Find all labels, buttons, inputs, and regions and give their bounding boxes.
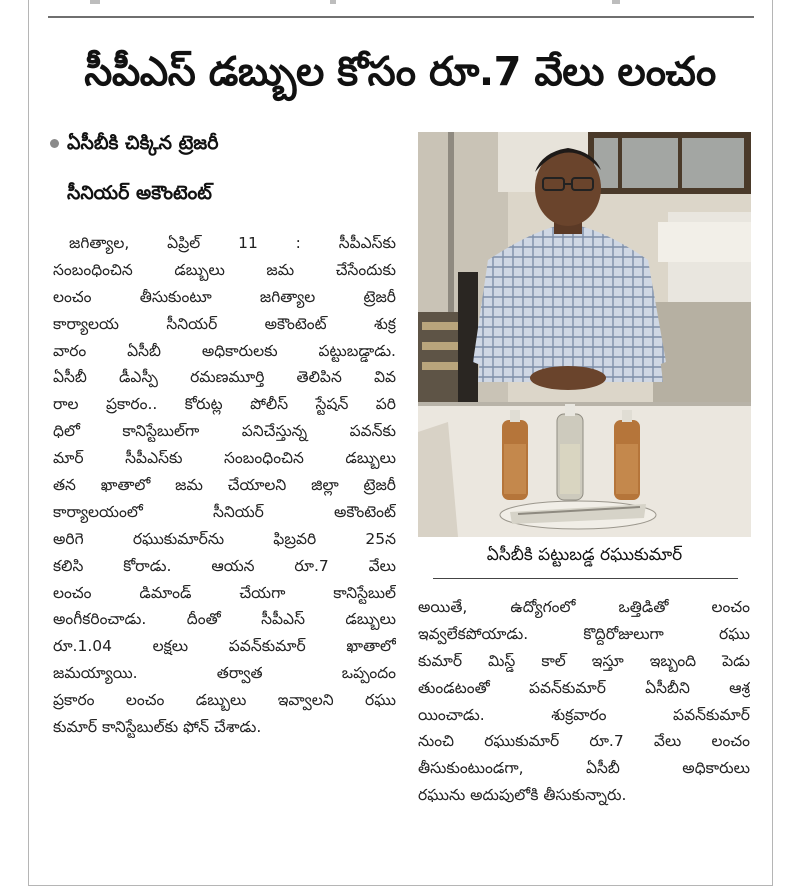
body-line: తుండటంతో పవన్‌కుమార్ ఏసీబీని ఆశ్ర [418, 678, 750, 697]
body-line: సంబంధించిన డబ్బులు జమ చేసేందుకు [53, 260, 396, 279]
body-line: అంగీకరించాడు. దీంతో సీపీఎస్ డబ్బులు [53, 610, 396, 629]
body-line: కార్యాలయ సీనియర్ అకౌంటెంట్ శుక్ర [53, 314, 396, 333]
body-line: కుమార్ కానిస్టేబుల్‌కు ఫోన్ చేశాడు. [53, 718, 262, 737]
subhead-1-text: ఏసీబీకి చిక్కిన ట్రెజరీ [67, 132, 219, 154]
top-edge-fragment [330, 0, 336, 4]
subhead-2: సీనియర్ అకౌంటెంట్ [67, 182, 212, 204]
body-line: రఘును అదుపులోకి తీసుకున్నారు. [418, 786, 627, 805]
body-line: అరిగె రఘుకుమార్‌ను ఫిబ్రవరి 25న [53, 529, 396, 548]
caption-rule [433, 578, 738, 579]
subhead-1 [50, 128, 410, 158]
photo-caption: ఏసీబీకి పట్టుబడ్డ రఘుకుమార్ [486, 545, 683, 565]
body-line: ఇవ్వలేకపోయాడు. కొద్దిరోజులుగా రఘు [418, 624, 750, 643]
body-line: రాల ప్రకారం.. కోరుట్ల పోలీస్ స్టేషన్ పరి [53, 395, 396, 414]
body-line: వారం ఏసీబీ అధికారులకు పట్టుబడ్డాడు. [53, 341, 396, 360]
body-line: అయితే, ఉద్యోగంలో ఒత్తిడితో లంచం [418, 598, 750, 616]
body-line: కుమార్ మిస్డ్ కాల్ ఇస్తూ ఇబ్బంది పెడు [418, 651, 750, 670]
left-column [53, 230, 396, 741]
headline: సీపీఎస్ డబ్బుల కోసం రూ.7 వేలు లంచం [84, 49, 716, 95]
body-line: మార్ సీపీఎస్‌కు సంబంధించిన డబ్బులు [53, 449, 396, 468]
body-line: లంచం డిమాండ్ చేయగా కానిస్టేబుల్ [53, 583, 396, 602]
body-line: ఏసీబీ డీఎస్పీ రమణమూర్తి తెలిపిన వివ [53, 368, 396, 387]
body-line: నుంచి రఘుకుమార్ రూ.7 వేలు లంచం [418, 732, 750, 751]
top-edge-fragment [90, 0, 100, 4]
top-edge-fragment [612, 0, 620, 4]
body-line: జగిత్యాల, ఏప్రిల్ 11 : సీపీఎస్‌కు [69, 234, 396, 252]
body-line: కార్యాలయంలో సీనియర్ అకౌంటెంట్ [53, 502, 396, 521]
bullet-icon [50, 139, 59, 148]
top-rule [48, 16, 754, 18]
body-line: లంచం తీసుకుంటూ జగిత్యాల ట్రెజరీ [53, 287, 396, 306]
body-line: యించాడు. శుక్రవారం పవన్‌కుమార్ [418, 705, 750, 724]
body-line: తన ఖాతాలో జమ చేయాలని జిల్లా ట్రెజరీ [53, 476, 396, 495]
body-line: తీసుకుంటుండగా, ఏసీబీ అధికారులు [418, 759, 750, 778]
news-photo [418, 132, 751, 537]
body-line: జమయ్యాయి. తర్వాత ఒప్పందం [53, 664, 396, 683]
body-line: రూ.1.04 లక్షలు పవన్‌కుమార్ ఖాతాలో [53, 637, 396, 656]
right-column [418, 594, 750, 809]
body-line: కలిసి కోరాడు. ఆయన రూ.7 వేలు [53, 556, 396, 575]
photo-illustration [418, 132, 751, 537]
body-line: ధిలో కానిస్టేబుల్‌గా పనిచేస్తున్న పవన్‌కు [53, 422, 396, 441]
body-line: ప్రకారం లంచం డబ్బులు ఇవ్వాలని రఘు [53, 691, 396, 710]
